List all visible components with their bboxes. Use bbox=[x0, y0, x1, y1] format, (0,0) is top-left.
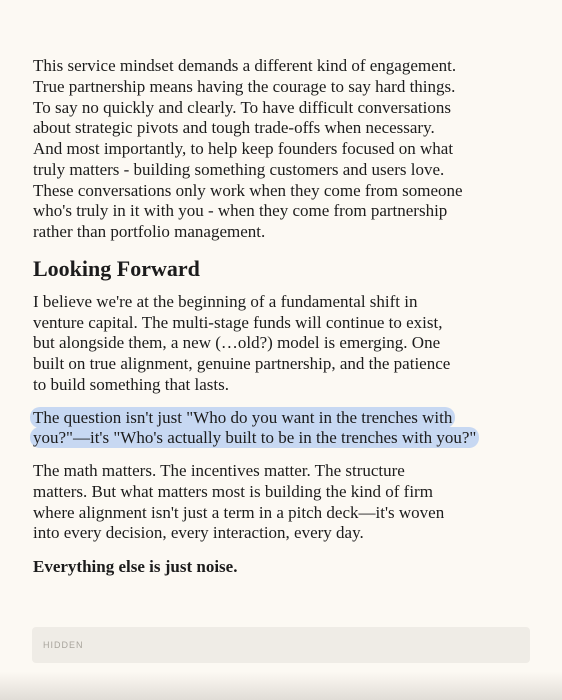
highlighted-text-line[interactable]: you?"—it's "Who's actually built to be in the trenches with you?" bbox=[30, 427, 479, 448]
text-line: where alignment isn't just a term in a pitch deck—it's woven bbox=[33, 502, 445, 522]
paragraph-math-matters bbox=[33, 461, 533, 544]
paragraph-service-mindset bbox=[33, 56, 533, 243]
text-line: truly matters - building something customers and users love. bbox=[33, 159, 445, 179]
bottom-fade bbox=[0, 672, 562, 700]
text-line: matters. But what matters most is building the kind of firm bbox=[33, 481, 433, 501]
text-line: built on true alignment, genuine partnership, and the patience bbox=[33, 354, 451, 373]
text-line: The math matters. The incentives matter. The structure bbox=[33, 461, 405, 480]
hidden-content-bar[interactable] bbox=[32, 627, 530, 663]
text-line: rather than portfolio management. bbox=[33, 222, 266, 241]
text-line: to build something that lasts. bbox=[33, 374, 229, 394]
closing-statement: Everything else is just noise. bbox=[33, 557, 238, 576]
section-heading: Looking Forward bbox=[33, 255, 200, 281]
text-line: And most importantly, to help keep founders focused on what bbox=[33, 139, 454, 158]
text-line: This service mindset demands a different kind of engagement. bbox=[33, 56, 457, 75]
highlighted-quote[interactable] bbox=[33, 408, 533, 450]
paragraph-fundamental-shift bbox=[33, 292, 533, 396]
article-body bbox=[33, 56, 533, 577]
text-line: To say no quickly and clearly. To have difficult conversations bbox=[33, 97, 451, 117]
text-line: into every decision, every interaction, every day. bbox=[33, 523, 364, 543]
hidden-label: HIDDEN bbox=[43, 640, 84, 650]
text-line: who's truly in it with you - when they come from partnership bbox=[33, 201, 448, 221]
highlighted-text-line[interactable]: The question isn't just "Who do you want in the trenches with bbox=[30, 407, 455, 428]
text-line: about strategic pivots and tough trade-offs when necessary. bbox=[33, 118, 435, 138]
text-line: True partnership means having the courage to say hard things. bbox=[33, 76, 456, 96]
text-line: I believe we're at the beginning of a fundamental shift in bbox=[33, 291, 418, 311]
text-line: but alongside them, a new (…old?) model is emerging. One bbox=[33, 333, 441, 353]
text-line: venture capital. The multi-stage funds will continue to exist, bbox=[33, 312, 443, 332]
text-line: These conversations only work when they come from someone bbox=[33, 180, 463, 200]
